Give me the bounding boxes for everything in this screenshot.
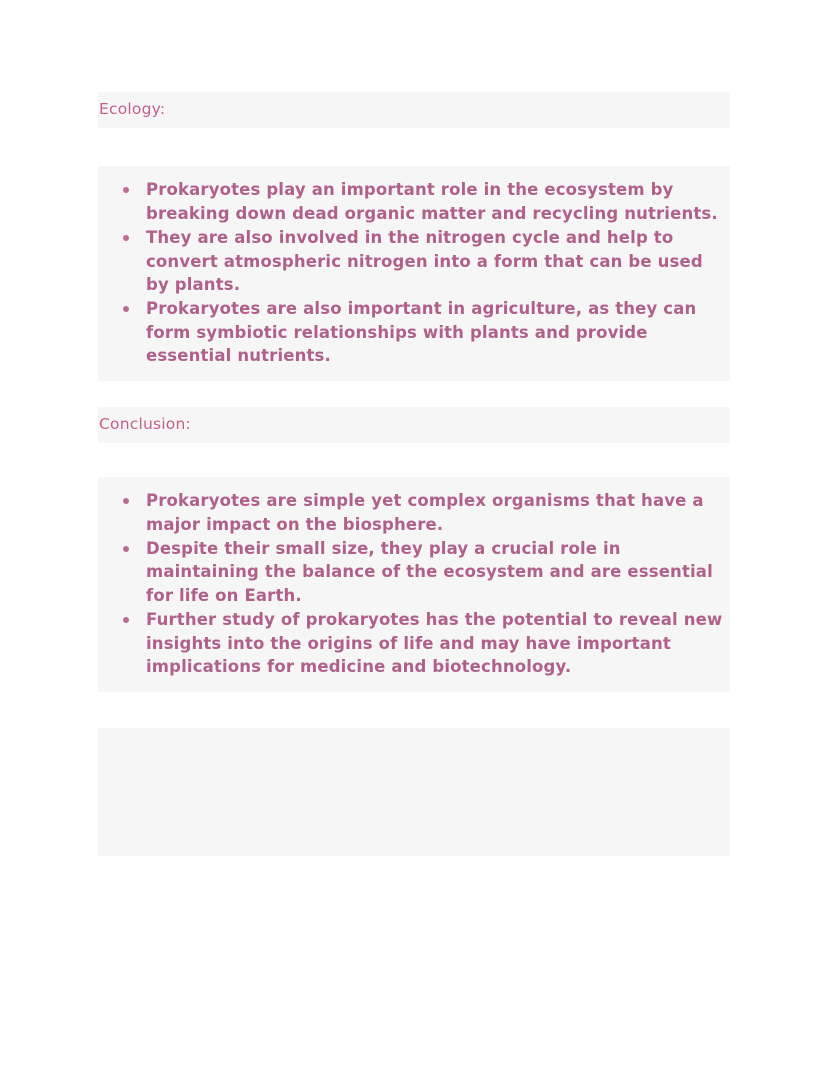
- spacer: [98, 128, 730, 166]
- section-heading-conclusion: [98, 407, 730, 443]
- list-item-text: Prokaryotes are also important in agriculture, as they can form symbiotic relationships with plants and provide essential nutrients.: [146, 299, 697, 366]
- bullet-dot-icon: [123, 235, 129, 241]
- section-body-ecology: [98, 166, 730, 380]
- section-body-conclusion: [98, 477, 730, 691]
- list-item: [98, 226, 730, 296]
- list-item: [98, 489, 730, 536]
- section-heading-ecology: [98, 92, 730, 128]
- list-item: [98, 178, 730, 225]
- heading-text: Ecology:: [99, 100, 166, 118]
- list-item: [98, 608, 730, 678]
- bullet-dot-icon: [123, 187, 129, 193]
- bullet-dot-icon: [123, 546, 129, 552]
- list-item: [98, 537, 730, 607]
- bullet-list: [98, 489, 730, 678]
- document-content: [98, 92, 730, 856]
- list-item-text: Prokaryotes play an important role in the ecosystem by breaking down dead organic matter and recycling nutrients.: [146, 180, 718, 223]
- bullet-dot-icon: [123, 617, 129, 623]
- spacer: [98, 443, 730, 477]
- list-item-text: Further study of prokaryotes has the potential to reveal new insights into the origins of life and may have important implications for medicine and biotechnology.: [146, 610, 723, 677]
- empty-content-block: [98, 728, 730, 856]
- list-item-text: They are also involved in the nitrogen cycle and help to convert atmospheric nitrogen into a form that can be used by plants.: [146, 228, 703, 295]
- heading-text: Conclusion:: [99, 414, 191, 433]
- list-item-text: Despite their small size, they play a crucial role in maintaining the balance of the ecosystem and are essential for life on Earth.: [146, 538, 713, 605]
- bullet-dot-icon: [123, 498, 129, 504]
- spacer: [98, 381, 730, 407]
- list-item: [98, 297, 730, 367]
- bullet-dot-icon: [123, 306, 129, 312]
- bullet-list: [98, 178, 730, 367]
- list-item-text: Prokaryotes are simple yet complex organisms that have a major impact on the biosphere.: [146, 491, 704, 534]
